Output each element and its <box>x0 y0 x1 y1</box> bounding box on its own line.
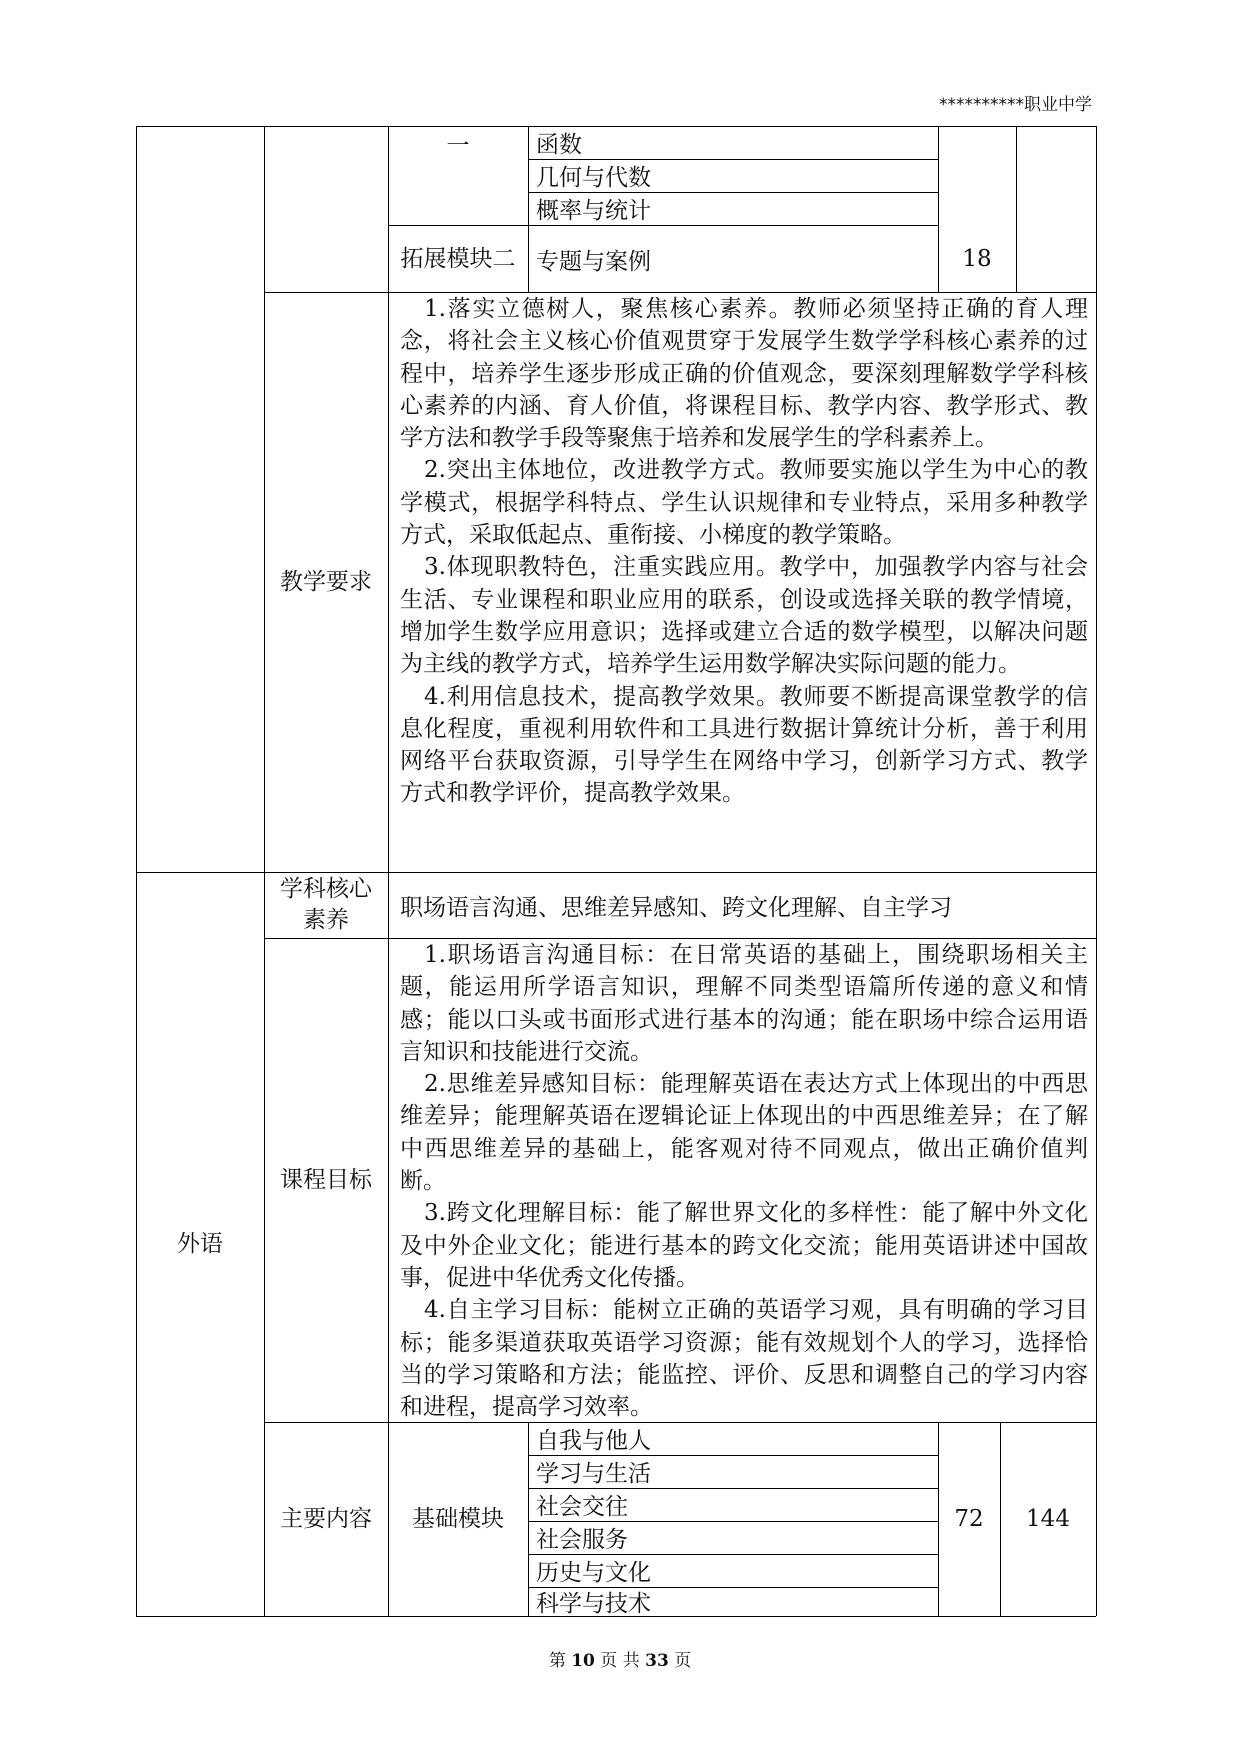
teaching-req-paragraph: 4.利用信息技术，提高教学效果。教师要不断提高课堂教学的信息化程度，重视利用软件和工具进行数据计算统计分析，善于利用网络平台获取资源，引导学生在网络中学习，创新学习方式、教学方式和教学评价，提高教学效果。 <box>400 683 1088 807</box>
basic-item: 社会交往 <box>536 1494 628 1520</box>
footer-prefix: 第 <box>548 1651 566 1671</box>
basic-item: 社会服务 <box>536 1527 628 1553</box>
basic-hours: 72 <box>954 1505 984 1532</box>
teaching-req-label: 教学要求 <box>280 568 372 595</box>
teaching-req-text <box>400 293 1088 810</box>
goals-label: 课程目标 <box>280 1166 372 1193</box>
goals-paragraph: 4.自主学习目标：能树立正确的英语学习观，具有明确的学习目标；能多渠道获取英语学习资源；能有效规划个人的学习，选择恰当的学习策略和方法；能监控、评价、反思和调整自己的学习内容和进程，提高学习效率。 <box>400 1297 1088 1421</box>
module-two-hours: 18 <box>962 245 992 272</box>
basic-item: 科学与技术 <box>536 1591 651 1617</box>
teaching-req-paragraph: 3.体现职教特色，注重实践应用。教学中，加强教学内容与社会生活、专业课程和职业应用的联系，创设或选择关联的教学情境，增加学生数学应用意识；选择或建立合适的数学模型，以解决问题为主线的教学方式，培养学生运用数学解决实际问题的能力。 <box>400 554 1088 678</box>
core-label: 学科核心素养 <box>280 876 372 933</box>
page-total: 33 <box>645 1651 669 1671</box>
module-two-item: 专题与案例 <box>536 248 651 275</box>
total-hours: 144 <box>1026 1505 1070 1532</box>
basic-item: 自我与他人 <box>536 1428 651 1454</box>
module-one-label: 一 <box>446 132 470 159</box>
module-one-item: 函数 <box>536 132 582 158</box>
goals-paragraph: 1.职场语言沟通目标：在日常英语的基础上，围绕职场相关主题，能运用所学语言知识，理解不同类型语篇所传递的意义和情感；能以口头或书面形式进行基本的沟通；能在职场中综合运用语言知识和技能进行交流。 <box>400 942 1088 1065</box>
module-two-label: 拓展模块二 <box>400 245 516 272</box>
teaching-req-paragraph: 1.落实立德树人，聚焦核心素养。教师必须坚持正确的育人理念，将社会主义核心价值观贯穿于发展学生数学学科核心素养的过程中，培养学生逐步形成正确的价值观念，要深刻理解数学学科核心素养的内涵、育人价值，将课程目标、教学内容、教学形式、教学方法和教学手段等聚焦于培养和发展学生的学科素养上。 <box>400 296 1088 452</box>
page-number: 10 <box>571 1651 595 1671</box>
subject-english: 外语 <box>177 1230 223 1257</box>
footer-mid: 页 共 <box>600 1651 640 1671</box>
core-value: 职场语言沟通、思维差异感知、跨文化理解、自主学习 <box>400 894 952 921</box>
school-name: **********职业中学 <box>939 95 1092 115</box>
module-one-item: 几何与代数 <box>536 165 651 191</box>
goals-paragraph: 2.思维差异感知目标：能理解英语在表达方式上体现出的中西思维差异；能理解英语在逻辑论证上体现出的中西思维差异；在了解中西思维差异的基础上，能客观对待不同观点，做出正确价值判断。 <box>400 1071 1088 1195</box>
goals-paragraph: 3.跨文化理解目标：能了解世界文化的多样性：能了解中外文化及中外企业文化；能进行基本的跨文化交流；能用英语讲述中国故事，促进中华优秀文化传播。 <box>400 1200 1088 1291</box>
basic-item: 学习与生活 <box>536 1461 651 1487</box>
page-footer <box>0 1646 1240 1671</box>
footer-suffix: 页 <box>674 1651 692 1671</box>
content-label: 主要内容 <box>280 1505 372 1532</box>
basic-module-label: 基础模块 <box>412 1505 504 1532</box>
basic-item: 历史与文化 <box>536 1560 651 1586</box>
teaching-req-paragraph: 2.突出主体地位，改进教学方式。教师要实施以学生为中心的教学模式，根据学科特点、学生认识规律和专业特点，采用多种教学方式，采取低起点、重衔接、小梯度的教学策略。 <box>400 457 1088 549</box>
module-one-item: 概率与统计 <box>536 198 651 224</box>
goals-text <box>400 939 1088 1423</box>
